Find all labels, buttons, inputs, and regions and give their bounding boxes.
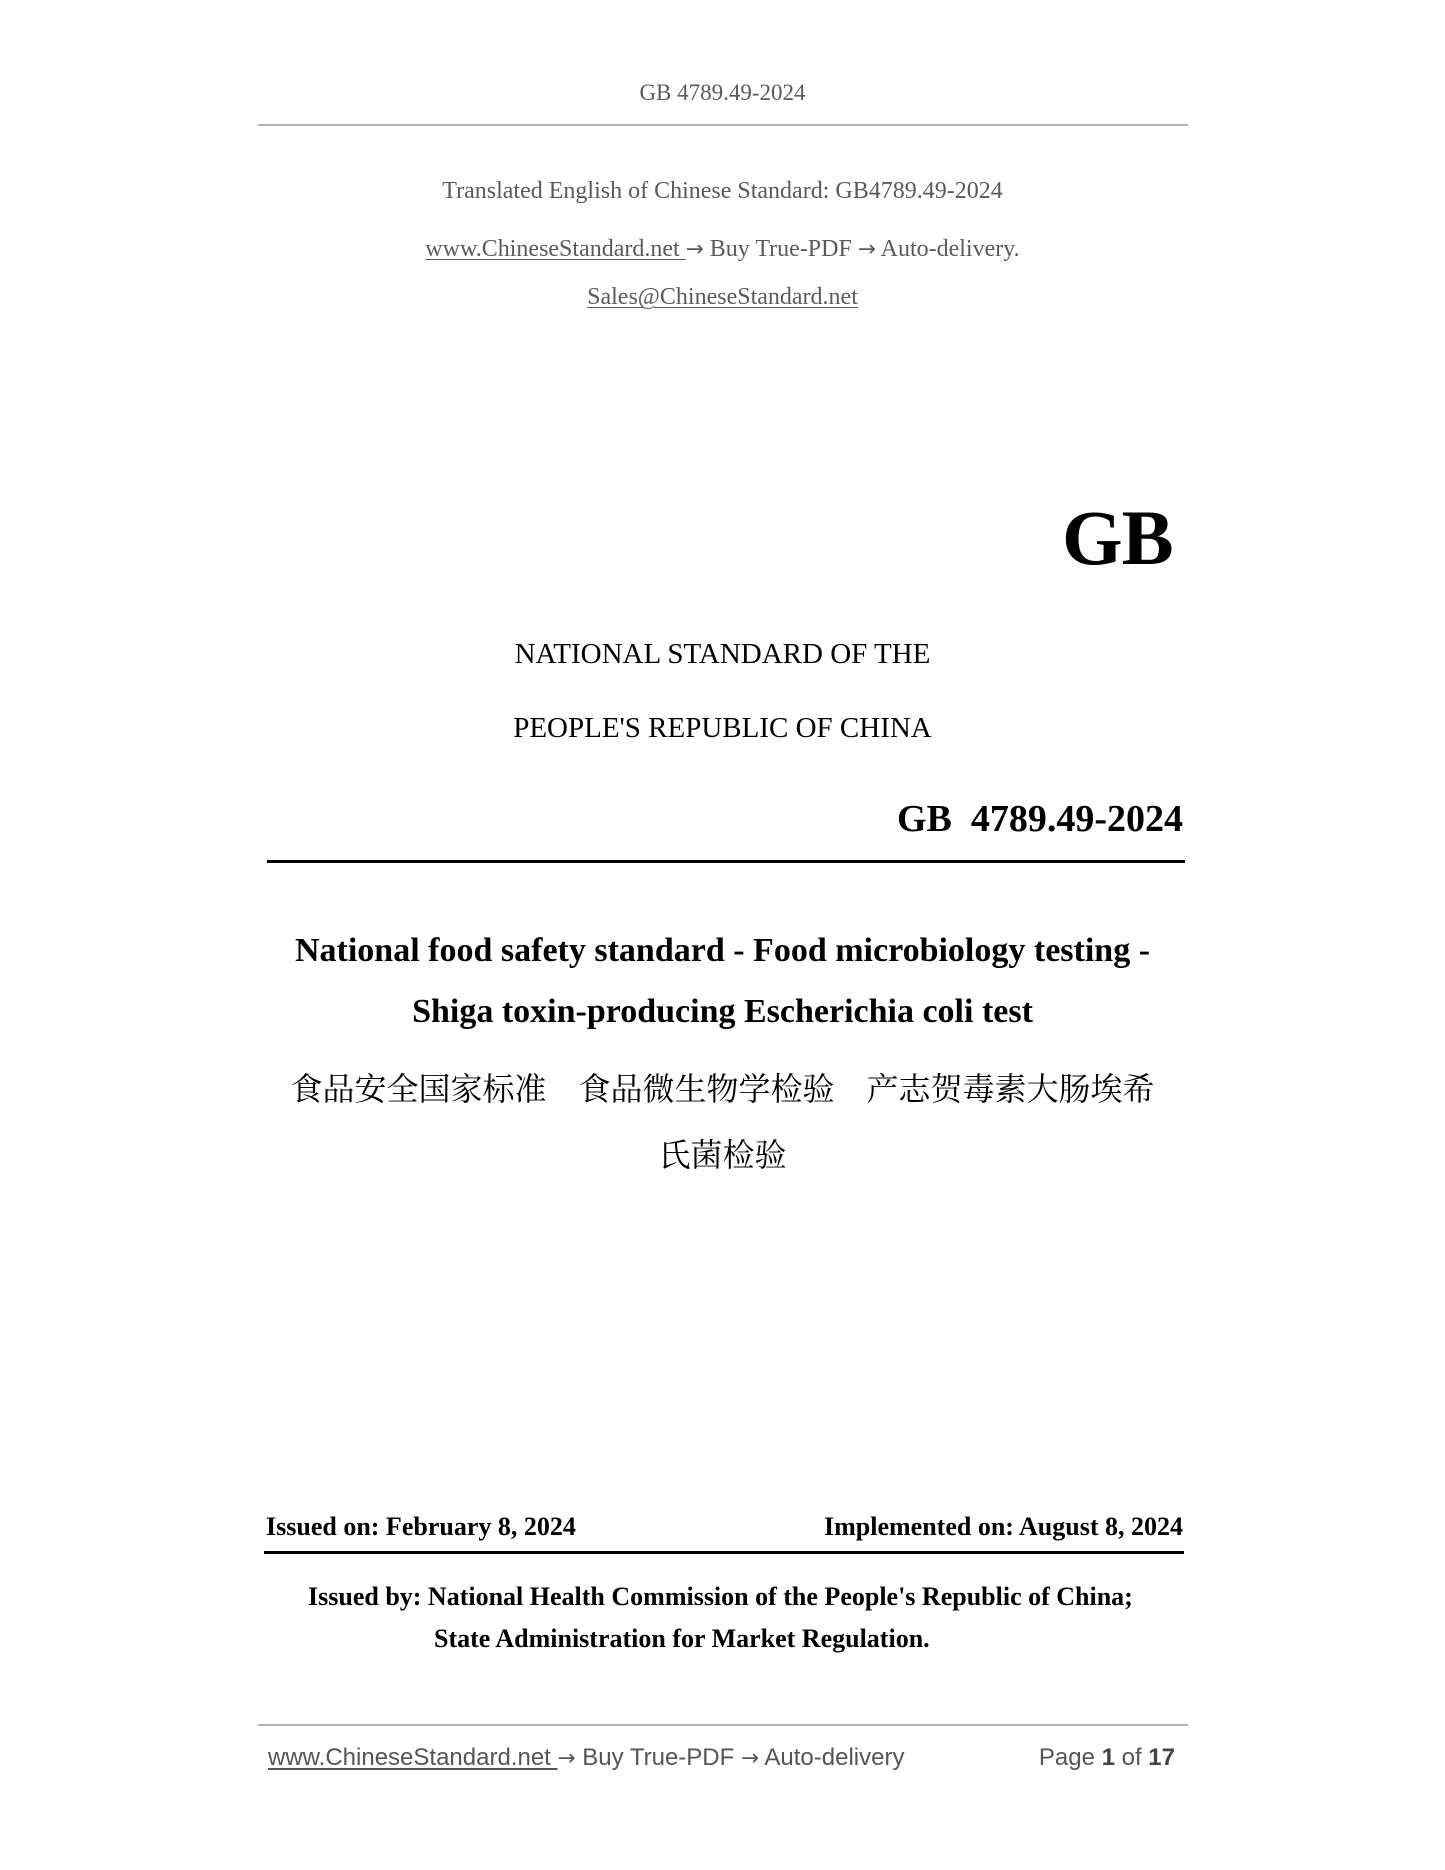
header-divider <box>258 124 1188 126</box>
page-indicator <box>1039 1744 1175 1772</box>
standard-code: GB 4789.49-2024 <box>896 798 1183 840</box>
title-english-line2: Shiga toxin-producing Escherichia coli test <box>412 993 1033 1030</box>
page-total: 17 <box>1148 1744 1175 1771</box>
footer-delivery-label: Auto-delivery <box>759 1744 905 1771</box>
issued-by-line2: State Administration for Market Regulation. <box>434 1624 930 1653</box>
arrow-right-icon: → <box>740 1746 760 1771</box>
national-standard-heading-line2: PEOPLE'S REPUBLIC OF CHINA <box>513 712 932 744</box>
delivery-label: Auto-delivery. <box>875 236 1020 262</box>
running-header: GB 4789.49-2024 <box>639 80 806 105</box>
arrow-right-icon: → <box>685 237 704 262</box>
translated-notice: Translated English of Chinese Standard: GB4789.49-2024 <box>442 178 1003 204</box>
page-label: Page <box>1038 1744 1102 1771</box>
footer-divider <box>258 1724 1188 1726</box>
arrow-right-icon: → <box>557 1746 576 1771</box>
buy-label: Buy True-PDF <box>703 236 858 262</box>
sales-email-link[interactable]: Sales@ChineseStandard.net <box>587 284 858 310</box>
issued-on-date: Issued on: February 8, 2024 <box>266 1512 576 1541</box>
implemented-on-date: Implemented on: August 8, 2024 <box>824 1512 1183 1541</box>
of-label: of <box>1114 1744 1149 1771</box>
code-divider <box>267 860 1185 863</box>
issued-by-line1: Issued by: National Health Commission of the People's Republic of China; <box>308 1582 1133 1611</box>
footer-site-link[interactable]: www.ChineseStandard.net <box>268 1744 558 1771</box>
title-chinese-line2: 氏菌检验 <box>658 1136 787 1174</box>
footer-buy-label: Buy True-PDF <box>575 1744 741 1771</box>
title-chinese-line1: 食品安全国家标准 食品微生物学检验 产志贺毒素大肠埃希 <box>290 1070 1155 1108</box>
site-link[interactable]: www.ChineseStandard.net <box>425 236 686 262</box>
arrow-right-icon: → <box>857 237 876 262</box>
national-standard-heading-line1: NATIONAL STANDARD OF THE <box>514 638 931 670</box>
title-english-line1: National food safety standard - Food microbiology testing - <box>294 932 1151 969</box>
buy-notice <box>0 234 1445 265</box>
footer-promo <box>268 1744 904 1773</box>
sales-contact <box>0 282 1445 312</box>
dates-divider <box>264 1551 1184 1554</box>
gb-logo: GB <box>1062 494 1173 581</box>
page-number: 1 <box>1101 1744 1115 1771</box>
